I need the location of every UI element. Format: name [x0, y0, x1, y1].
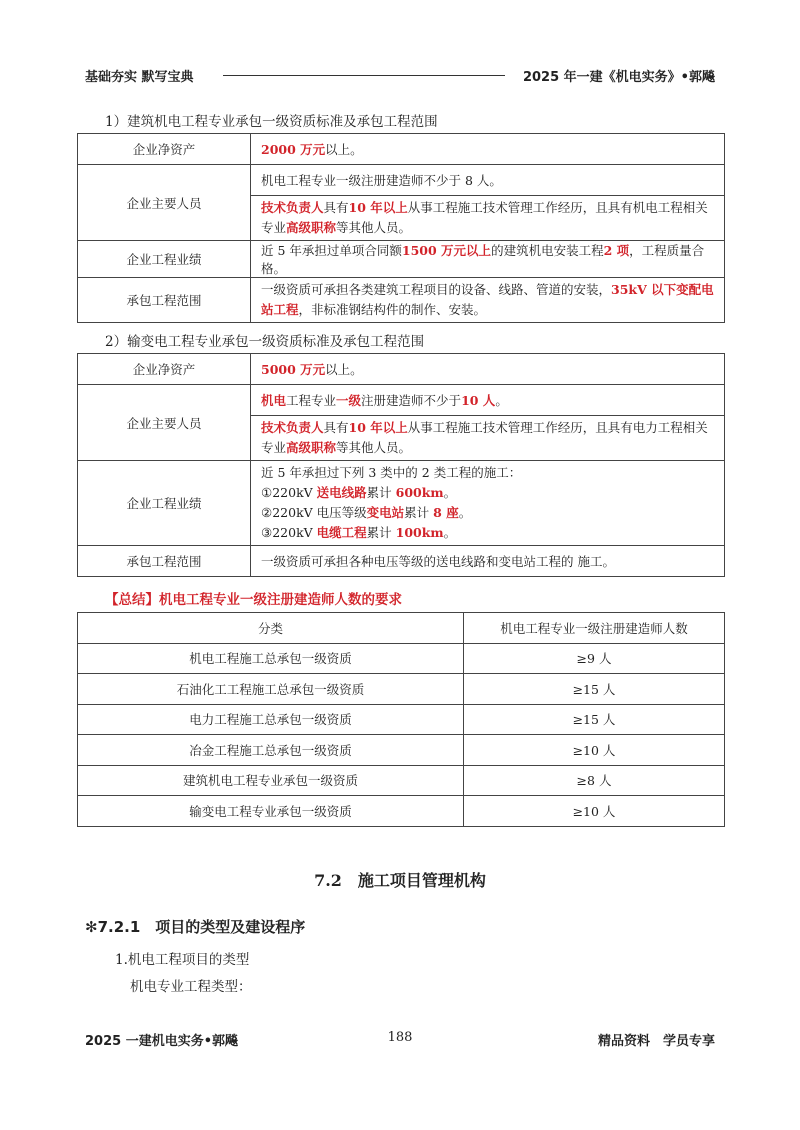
column-header: 分类 [78, 613, 464, 644]
row-label: 企业工程业绩 [78, 461, 251, 546]
paragraph: 1.机电工程项目的类型 [115, 952, 250, 968]
table-header-row [78, 613, 725, 644]
column-header: 机电工程专业一级注册建造师人数 [464, 613, 725, 644]
cell-category: 冶金工程施工总承包一级资质 [78, 735, 464, 766]
row-label: 企业主要人员 [78, 385, 251, 461]
table-row [78, 461, 725, 546]
page-number: 188 [387, 1030, 413, 1045]
cell-count: ≥9 人 [464, 643, 725, 674]
cell-category: 石油化工工程施工总承包一级资质 [78, 674, 464, 705]
footer-right: 精品资料 学员专享 [597, 1034, 715, 1049]
row-value: 技术负责人具有10 年以上从事工程施工技术管理工作经历，且具有机电工程相关专业高级职称等其他人员。 [251, 196, 725, 241]
row-label: 承包工程范围 [78, 546, 251, 577]
row-value: 近 5 年承担过单项合同额1500 万元以上的建筑机电安装工程2 项，工程质量合格。 [251, 241, 725, 278]
table-row [78, 241, 725, 278]
row-value: 机电工程专业一级注册建造师不少于10 人。 [251, 385, 725, 416]
table-row [78, 385, 725, 416]
row-value: 一级资质可承担各种电压等级的送电线路和变电站工程的 施工。 [251, 546, 725, 577]
row-value: 技术负责人具有10 年以上从事工程施工技术管理工作经历，且具有电力工程相关专业高级职称等其他人员。 [251, 416, 725, 461]
row-value: 一级资质可承担各类建筑工程项目的设备、线路、管道的安装，35kV 以下变配电站工程，非标准钢结构件的制作、安装。 [251, 278, 725, 323]
table-row [78, 674, 725, 705]
section-title: 7.2 施工项目管理机构 [314, 871, 486, 890]
table-row [78, 765, 725, 796]
row-value: 5000 万元以上。 [251, 354, 725, 385]
summary-title: 【总结】机电工程专业一级注册建造师人数的要求 [105, 592, 402, 608]
row-value: 近 5 年承担过下列 3 类中的 2 类工程的施工： ①220kV 送电线路累计 600km。 ②220kV 电压等级变电站累计 8 座。 ③220kV 电缆工程累计 100km。 [251, 461, 725, 546]
row-label: 企业工程业绩 [78, 241, 251, 278]
table-building-qualification [77, 133, 725, 323]
table-substation-qualification [77, 353, 725, 577]
cell-category: 建筑机电工程专业承包一级资质 [78, 765, 464, 796]
row-label: 企业主要人员 [78, 165, 251, 241]
header-right: 2025 年一建《机电实务》•郭飚 [522, 70, 715, 85]
row-value: 机电工程专业一级注册建造师不少于 8 人。 [251, 165, 725, 196]
header-rule [223, 75, 505, 76]
table-row [78, 796, 725, 827]
footer-left: 2025 一建机电实务•郭飚 [85, 1034, 239, 1049]
cell-count: ≥8 人 [464, 765, 725, 796]
cell-count: ≥15 人 [464, 674, 725, 705]
table-row [78, 134, 725, 165]
cell-count: ≥10 人 [464, 796, 725, 827]
table-row [78, 735, 725, 766]
cell-category: 机电工程施工总承包一级资质 [78, 643, 464, 674]
caption-building: 1）建筑机电工程专业承包一级资质标准及承包工程范围 [105, 114, 438, 130]
table-row [78, 278, 725, 323]
table-summary [77, 612, 725, 827]
row-label: 企业净资产 [78, 134, 251, 165]
table-row [78, 643, 725, 674]
subsection-title: ✻7.2.1 项目的类型及建设程序 [85, 918, 306, 936]
row-label: 企业净资产 [78, 354, 251, 385]
caption-substation: 2）输变电工程专业承包一级资质标准及承包工程范围 [105, 334, 425, 350]
table-row [78, 704, 725, 735]
row-label: 承包工程范围 [78, 278, 251, 323]
table-row [78, 354, 725, 385]
table-row [78, 546, 725, 577]
table-row [78, 165, 725, 196]
cell-category: 电力工程施工总承包一级资质 [78, 704, 464, 735]
cell-count: ≥10 人 [464, 735, 725, 766]
cell-count: ≥15 人 [464, 704, 725, 735]
paragraph: 机电专业工程类型： [130, 979, 252, 995]
header-left: 基础夯实 默写宝典 [85, 70, 194, 85]
row-value: 2000 万元以上。 [251, 134, 725, 165]
page-header [85, 66, 715, 86]
cell-category: 输变电工程专业承包一级资质 [78, 796, 464, 827]
